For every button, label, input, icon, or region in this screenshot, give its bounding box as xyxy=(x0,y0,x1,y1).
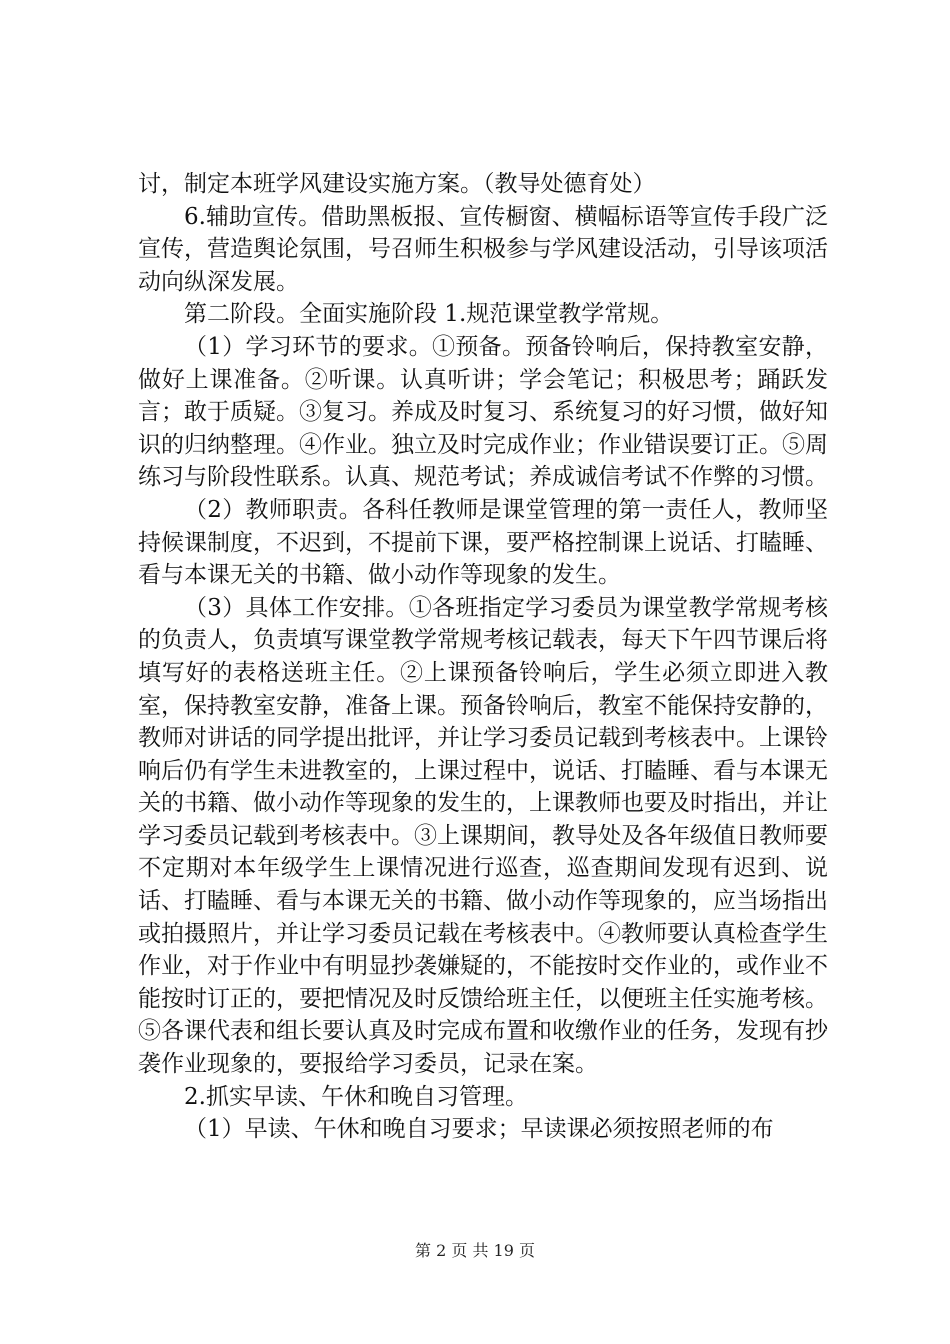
paragraph-publicity: 6.辅助宣传。借助黑板报、宣传橱窗、横幅标语等宣传手段广泛宣传，营造舆论氛围，号召师生积极参与学风建设活动，引导该项活动向纵深发展。 xyxy=(138,203,828,295)
paragraph-work-arrangement: （3）具体工作安排。①各班指定学习委员为课堂教学常规考核的负责人，负责填写课堂教学常规考核记载表，每天下午四节课后将填写好的表格送班主任。②上课预备铃响后，学生必须立即进入教室，保持教室安静，准备上课。预备铃响后，教室不能保持安静的，教师对讲话的同学提出批评，并让学习委员记载到考核表中。上课铃响后仍有学生未进教室的，上课过程中，说话、打瞌睡、看与本课无关的书籍、做小动作等现象的发生的，上课教师也要及时指出，并让学习委员记载到考核表中。③上课期间，教导处及各年级值日教师要不定期对本年级学生上课情况进行巡查，巡查期间发现有迟到、说话、打瞌睡、看与本课无关的书籍、做小动作等现象的，应当场指出或拍摄照片，并让学习委员记载在考核表中。④教师要认真检查学生作业，对于作业中有明显抄袭嫌疑的，不能按时交作业的，或作业不能按时订正的，要把情况及时反馈给班主任，以便班主任实施考核。⑤各课代表和组长要认真及时完成布置和收缴作业的任务，发现有抄袭作业现象的，要报给学习委员，记录在案。 xyxy=(138,594,828,1078)
document-body xyxy=(138,168,828,1146)
paragraph-teacher-duties: （2）教师职责。各科任教师是课堂管理的第一责任人，教师坚持候课制度，不迟到，不提前下课，要严格控制课上说话、打瞌睡、看与本课无关的书籍、做小动作等现象的发生。 xyxy=(138,496,828,589)
paragraph-stage-two-heading: 第二阶段。全面实施阶段 1.规范课堂教学常规。 xyxy=(184,301,674,328)
paragraph-self-study-heading: 2.抓实早读、午休和晚自习管理。 xyxy=(184,1083,528,1110)
page-number-footer: 第 2 页 共 19 页 xyxy=(415,1241,535,1260)
paragraph-self-study-requirements: （1）早读、午休和晚自习要求；早读课必须按照老师的布 xyxy=(184,1116,774,1143)
paragraph-study-requirements: （1）学习环节的要求。①预备。预备铃响后，保持教室安静，做好上课准备。②听课。认真听讲；学会笔记；积极思考；踊跃发言；敢于质疑。③复习。养成及时复习、系统复习的好习惯，做好知识的归纳整理。④作业。独立及时完成作业；作业错误要订正。⑤周练习与阶段性联系。认真、规范考试；养成诚信考试不作弊的习惯。 xyxy=(138,333,828,491)
paragraph-continuation: 讨，制定本班学风建设实施方案。（教导处德育处） xyxy=(138,171,656,197)
